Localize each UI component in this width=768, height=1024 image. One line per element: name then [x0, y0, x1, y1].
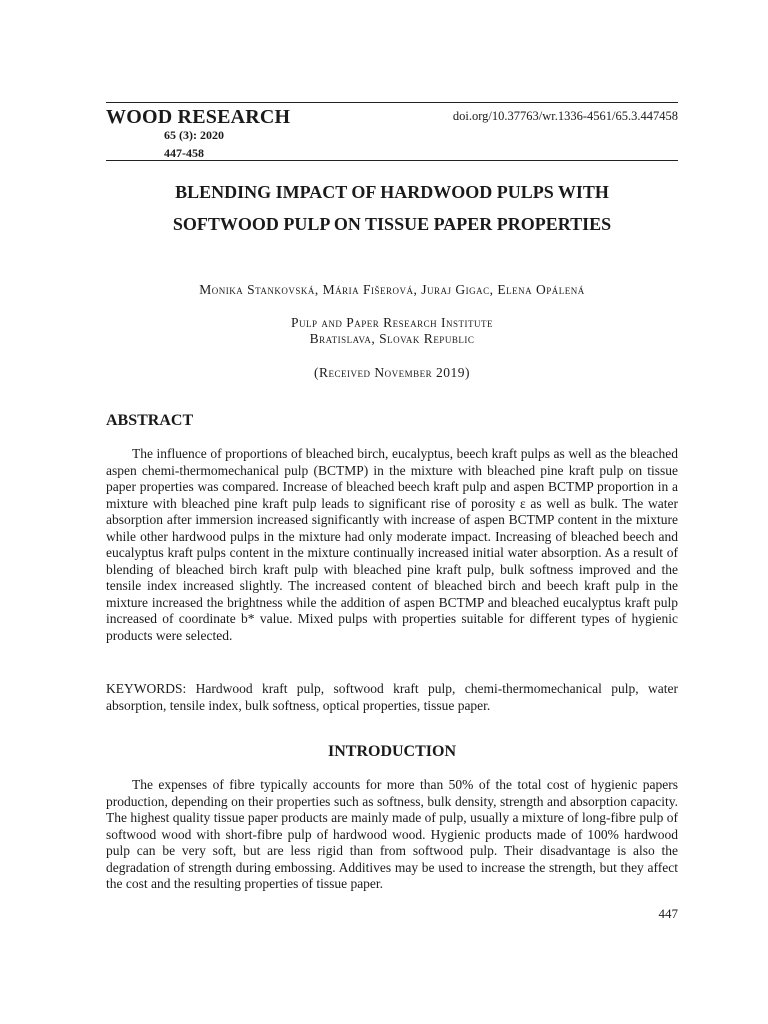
- abstract-heading: ABSTRACT: [106, 412, 194, 429]
- header-top-rule: [106, 102, 678, 103]
- article-title: [106, 176, 678, 240]
- introduction-text: The expenses of fibre typically accounts for more than 50% of the total cost of hygienic papers production, depending on their properties such as softness, bulk density, strength and absorption capacity. The highest quality tissue paper products are mainly made of pulp, usually a mixture of long-fibre pulp of softwood wood with short-fibre pulp of hardwood wood. Hygienic products made of 100% hardwood pulp can be very soft, but are less rigid than from softwood pulp. Their disadvantage is also the degradation of strength during embossing. Additives may be used to increase the strength, but they affect the cost and the resulting properties of tissue paper.: [106, 777, 678, 891]
- abstract-text: The influence of proportions of bleached birch, eucalyptus, beech kraft pulps as well as the bleached aspen chemi-thermomechanical pulp (BCTMP) in the mixture with bleached pine kraft pulp on tissue paper properties was compared. Increase of bleached beech kraft pulp and aspen BCTMP proportion in a mixture with bleached pine kraft pulp leads to significant rise of porosity ε as well as bulk. The water absorption after immersion increased significantly with increase of aspen BCTMP content in the mixture while other hardwood pulps in the mixture had only moderate impact. Increasing of bleached beech and eucalyptus kraft pulps content in the mixture continually increased initial water absorption. As a result of blending of bleached birch kraft pulp with bleached pine kraft pulp, bulk softness improved and the tensile index increased slightly. The increased content of bleached birch and beech kraft pulp in the mixture increased the brightness while the addition of aspen BCTMP and bleached eucalyptus kraft pulp increased of coordinate b* value. Mixed pulps with properties suitable for different types of hygienic products were selected.: [106, 446, 678, 643]
- keywords: KEYWORDS: Hardwood kraft pulp, softwood kraft pulp, chemi-thermomechanical pulp, water absorption, tensile index, bulk softness, optical properties, tissue paper.: [106, 681, 678, 713]
- page-range: 447-458: [164, 146, 204, 160]
- affiliation-institute: Pulp and Paper Research Institute: [290, 315, 494, 330]
- journal-name: WOOD RESEARCH: [106, 106, 291, 128]
- affiliation-location: Bratislava, Slovak Republic: [309, 331, 475, 346]
- doi-link[interactable]: doi.org/10.37763/wr.1336-4561/65.3.447458: [452, 109, 678, 123]
- page-number: 447: [658, 906, 678, 921]
- introduction-heading: INTRODUCTION: [327, 743, 456, 760]
- volume-issue: 65 (3): 2020: [164, 128, 224, 142]
- title-line-1: BLENDING IMPACT OF HARDWOOD PULPS WITH: [175, 182, 609, 202]
- header-bottom-rule: [106, 160, 678, 161]
- received-date: (Received November 2019): [314, 365, 470, 380]
- title-line-2: SOFTWOOD PULP ON TISSUE PAPER PROPERTIES: [172, 214, 612, 234]
- author-list: Monika Stankovská, Mária Fišerová, Juraj Gigac, Elena Opálená: [199, 282, 585, 297]
